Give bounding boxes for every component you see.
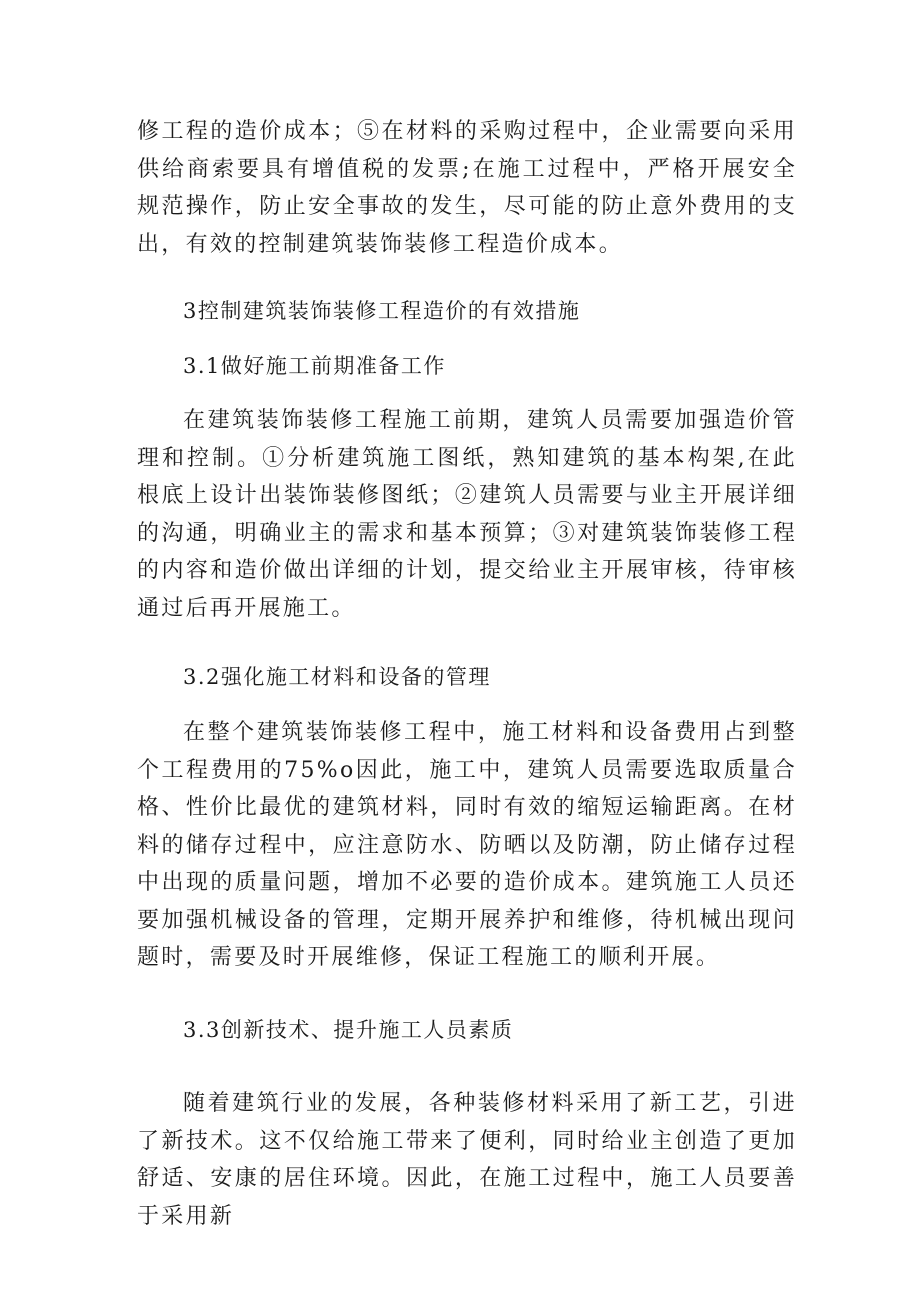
section-3-2-heading: 3.2强化施工材料和设备的管理 (183, 665, 491, 689)
section-3-heading: 3控制建筑装饰装修工程造价的有效措施 (183, 299, 581, 323)
section-3-1-heading: 3.1做好施工前期准备工作 (183, 354, 446, 378)
paragraph-continuation: 修工程的造价成本；⑤在材料的采购过程中，企业需要向采用供给商索要具有增值税的发票;在施工过程中，严格开展安全规范操作，防止安全事故的发生，尽可能的防止意外费用的支出，有效的控制建筑装饰装修工程造价成本。 (137, 119, 797, 257)
section-3-3-heading: 3.3创新技术、提升施工人员素质 (183, 1018, 514, 1042)
section-3-2-paragraph: 在整个建筑装饰装修工程中，施工材料和设备费用占到整个工程费用的75%o因此，施工中，建筑人员需要选取质量合格、性价比最优的建筑材料，同时有效的缩短运输距离。在材料的储存过程中，应注意防水、防晒以及防潮，防止储存过程中出现的质量问题，增加不必要的造价成本。建筑施工人员还要加强机械设备的管理，定期开展养护和维修，待机械出现问题时，需要及时开展维修，保证工程施工的顺利开展。 (137, 720, 797, 970)
section-3-3-paragraph: 随着建筑行业的发展，各种装修材料采用了新工艺，引进了新技术。这不仅给施工带来了便利，同时给业主创造了更加舒适、安康的居住环境。因此，在施工过程中，施工人员要善于采用新 (137, 1091, 797, 1229)
section-3-1-paragraph: 在建筑装饰装修工程施工前期，建筑人员需要加强造价管理和控制。①分析建筑施工图纸，熟知建筑的基本构架,在此根底上设计出装饰装修图纸；②建筑人员需要与业主开展详细的沟通，明确业主的需求和基本预算；③对建筑装饰装修工程的内容和造价做出详细的计划，提交给业主开展审核，待审核通过后再开展施工。 (137, 408, 797, 621)
